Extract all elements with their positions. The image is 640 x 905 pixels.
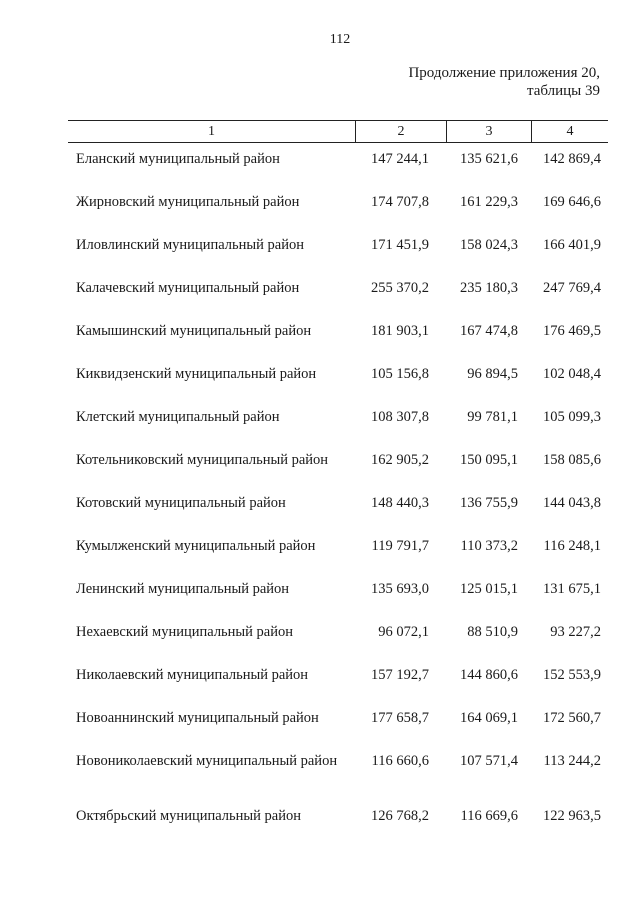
table-row [68, 365, 608, 409]
table-row [68, 623, 608, 667]
value-col-2-cell: 162 905,2 [371, 452, 429, 468]
header-col-1: 1 [68, 121, 356, 142]
value-col-3-cell: 144 860,6 [460, 667, 518, 683]
value-col-4-cell: 166 401,9 [543, 237, 601, 253]
district-name-cell: Котельниковский муниципальный район [76, 452, 329, 468]
table-row [68, 537, 608, 581]
district-name-cell: Кумылженский муниципальный район [76, 538, 316, 554]
district-name-cell: Новоаннинский муниципальный район [76, 710, 319, 726]
district-name-cell: Новониколаевский муниципальный район [76, 753, 338, 769]
table-row [68, 807, 608, 851]
district-name-cell: Октябрьский муниципальный район [76, 808, 301, 824]
district-name-cell: Нехаевский муниципальный район [76, 624, 294, 640]
value-col-4-cell: 169 646,6 [543, 194, 601, 210]
table-row [68, 279, 608, 323]
value-col-3-cell: 99 781,1 [467, 409, 518, 425]
value-col-2-cell: 181 903,1 [371, 323, 429, 339]
district-name-cell: Калачевский муниципальный район [76, 280, 300, 296]
value-col-2-cell: 119 791,7 [371, 538, 429, 554]
value-col-2-cell: 135 693,0 [371, 581, 429, 597]
value-col-4-cell: 102 048,4 [543, 366, 601, 382]
value-col-4-cell: 158 085,6 [543, 452, 601, 468]
value-col-2-cell: 177 658,7 [371, 710, 429, 726]
value-col-2-cell: 147 244,1 [371, 151, 429, 167]
value-col-4-cell: 247 769,4 [543, 280, 601, 296]
value-col-2-cell: 171 451,9 [371, 237, 429, 253]
table-row [68, 322, 608, 366]
value-col-2-cell: 126 768,2 [371, 808, 429, 824]
value-col-4-cell: 176 469,5 [543, 323, 601, 339]
table-row [68, 408, 608, 452]
table-row [68, 150, 608, 194]
table-row [68, 236, 608, 280]
value-col-2-cell: 157 192,7 [371, 667, 429, 683]
header-col-3: 3 [447, 121, 532, 142]
value-col-2-cell: 174 707,8 [371, 194, 429, 210]
value-col-2-cell: 255 370,2 [371, 280, 429, 296]
value-col-3-cell: 88 510,9 [467, 624, 518, 640]
value-col-2-cell: 105 156,8 [371, 366, 429, 382]
data-table [68, 120, 608, 824]
table-caption [408, 64, 600, 100]
district-name-cell: Еланский муниципальный район [76, 151, 280, 167]
value-col-3-cell: 135 621,6 [460, 151, 518, 167]
district-name-cell: Киквидзенский муниципальный район [76, 366, 317, 382]
table-row [68, 752, 608, 796]
value-col-3-cell: 164 069,1 [460, 710, 518, 726]
page-number: 112 [329, 32, 351, 47]
value-col-4-cell: 152 553,9 [543, 667, 601, 683]
table-row [68, 580, 608, 624]
table-header-row [68, 120, 608, 143]
caption-line-2: таблицы 39 [526, 83, 600, 99]
value-col-3-cell: 96 894,5 [467, 366, 518, 382]
district-name-cell: Клетский муниципальный район [76, 409, 280, 425]
value-col-4-cell: 131 675,1 [543, 581, 601, 597]
table-row [68, 494, 608, 538]
value-col-3-cell: 110 373,2 [460, 538, 518, 554]
value-col-3-cell: 107 571,4 [460, 753, 518, 769]
value-col-4-cell: 122 963,5 [543, 808, 601, 824]
district-name-cell: Котовский муниципальный район [76, 495, 286, 511]
district-name-cell: Жирновский муниципальный район [76, 194, 300, 210]
value-col-4-cell: 113 244,2 [543, 753, 601, 769]
value-col-3-cell: 158 024,3 [460, 237, 518, 253]
value-col-2-cell: 108 307,8 [371, 409, 429, 425]
value-col-2-cell: 116 660,6 [371, 753, 429, 769]
district-name-cell: Ленинский муниципальный район [76, 581, 290, 597]
header-col-4: 4 [566, 124, 574, 139]
value-col-4-cell: 93 227,2 [550, 624, 601, 640]
value-col-4-cell: 144 043,8 [543, 495, 601, 511]
value-col-3-cell: 136 755,9 [460, 495, 518, 511]
value-col-3-cell: 125 015,1 [460, 581, 518, 597]
value-col-4-cell: 116 248,1 [543, 538, 601, 554]
table-row [68, 193, 608, 237]
caption-line-1: Продолжение приложения 20, [408, 65, 600, 81]
value-col-2-cell: 148 440,3 [371, 495, 429, 511]
value-col-4-cell: 105 099,3 [543, 409, 601, 425]
table-row [68, 451, 608, 495]
district-name-cell: Николаевский муниципальный район [76, 667, 309, 683]
table-row [68, 666, 608, 710]
district-name-cell: Камышинский муниципальный район [76, 323, 312, 339]
header-col-2: 2 [356, 121, 447, 142]
table-row [68, 709, 608, 753]
value-col-3-cell: 167 474,8 [460, 323, 518, 339]
value-col-3-cell: 235 180,3 [460, 280, 518, 296]
value-col-4-cell: 142 869,4 [543, 151, 601, 167]
value-col-2-cell: 96 072,1 [378, 624, 429, 640]
value-col-3-cell: 116 669,6 [460, 808, 518, 824]
value-col-3-cell: 150 095,1 [460, 452, 518, 468]
district-name-cell: Иловлинский муниципальный район [76, 237, 304, 253]
value-col-4-cell: 172 560,7 [543, 710, 601, 726]
value-col-3-cell: 161 229,3 [460, 194, 518, 210]
